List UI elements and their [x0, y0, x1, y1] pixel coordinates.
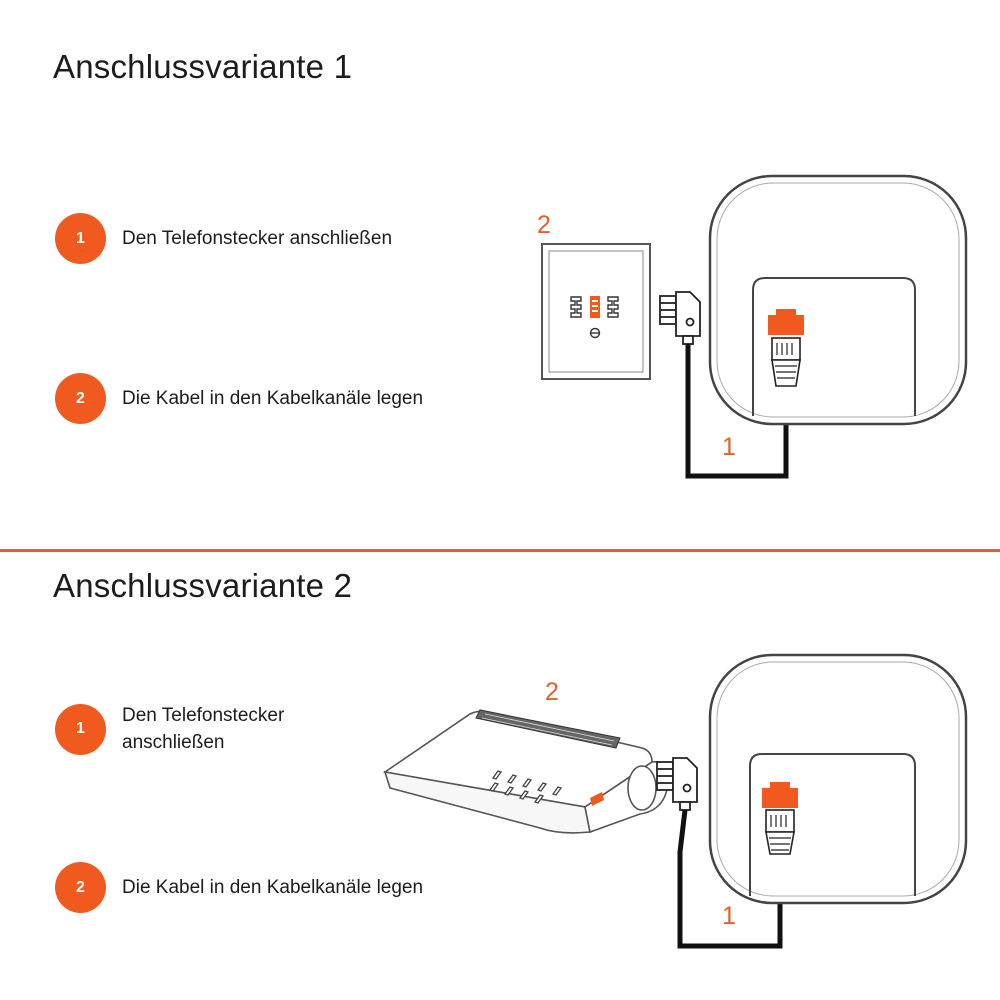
cable-callout: 1 — [722, 902, 736, 930]
step-text: Den Telefonstecker anschließen — [122, 228, 393, 249]
tae-plug-icon — [660, 292, 700, 344]
variant-2-section — [0, 552, 1000, 1000]
dsl-router-icon — [385, 710, 668, 833]
variant-2-illustration — [0, 552, 1000, 1000]
tae-plug-icon — [657, 758, 697, 810]
rj-plug-icon — [762, 782, 798, 854]
wall-socket-icon — [542, 244, 650, 379]
step-number-badge: 2 — [55, 373, 106, 424]
step-text: Die Kabel in den Kabelkanäle legen — [122, 877, 424, 898]
variant-2-title: Anschlussvariante 2 — [53, 567, 353, 604]
variant-1-title: Anschlussvariante 1 — [53, 48, 353, 85]
wall-socket-callout: 2 — [537, 211, 551, 239]
step-text: Den Telefonstecker anschließen — [122, 705, 285, 753]
step-number-badge: 2 — [55, 862, 106, 913]
router-callout: 2 — [545, 678, 559, 706]
base-station-icon — [710, 176, 966, 424]
base-station-icon — [710, 655, 966, 903]
step-number-badge: 1 — [55, 213, 106, 264]
step-number-badge: 1 — [55, 704, 106, 755]
cable-callout: 1 — [722, 433, 736, 461]
step-text: Die Kabel in den Kabelkanäle legen — [122, 388, 424, 409]
